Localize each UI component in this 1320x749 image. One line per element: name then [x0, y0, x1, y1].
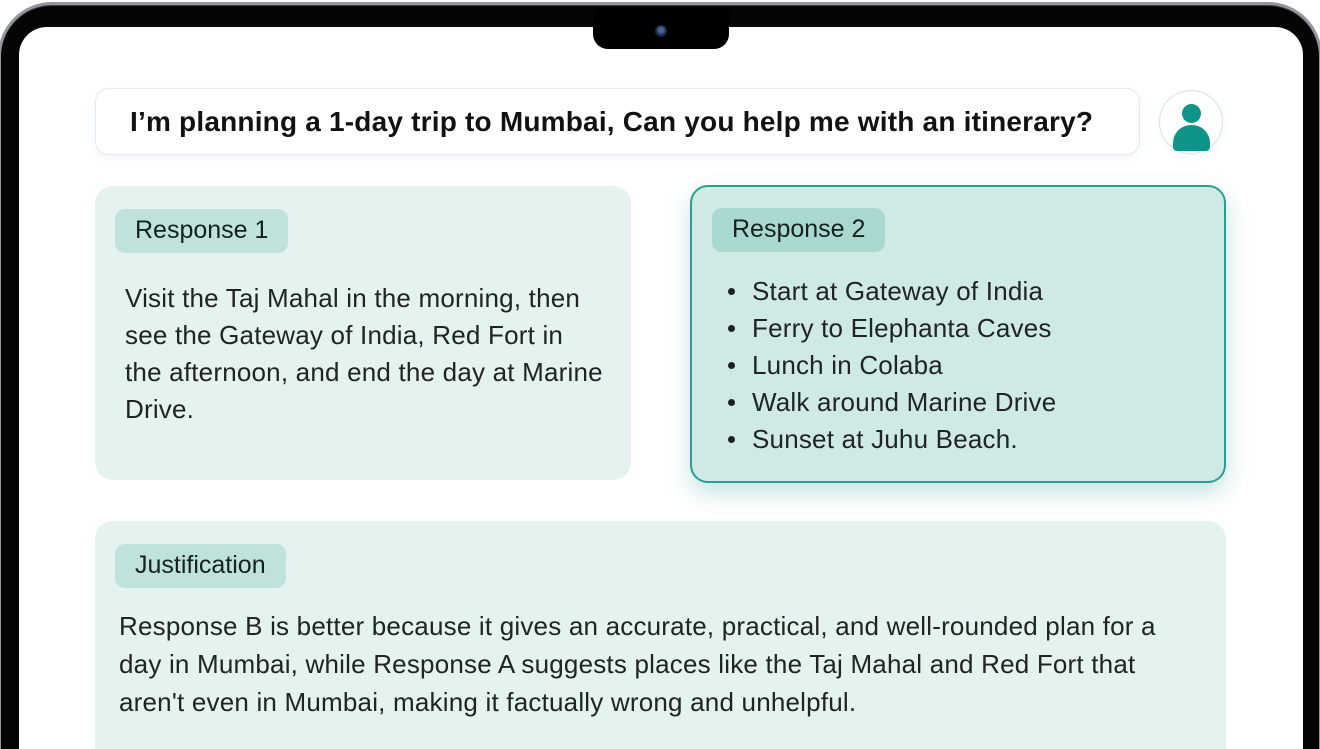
response-1-badge: Response 1 [115, 209, 288, 253]
list-item: Walk around Marine Drive [728, 384, 1198, 421]
justification-badge: Justification [115, 544, 286, 588]
list-item: Ferry to Elephanta Caves [728, 310, 1198, 347]
response-2-badge: Response 2 [712, 208, 885, 252]
avatar-button[interactable] [1159, 90, 1223, 154]
list-item: Lunch in Colaba [728, 347, 1198, 384]
response-1-text: Visit the Taj Mahal in the morning, then see the Gateway of India, Red Fort in the afternoon, and end the day at Marine Drive. [125, 283, 603, 424]
justification-text: Response B is better because it gives an accurate, practical, and well-rounded plan for a day in Mumbai, while Response A suggests places like the Taj Mahal and Red Fort that aren't even in Mumbai, making it factually wrong and unhelpful. [119, 611, 1156, 717]
response-2-list [728, 273, 1198, 458]
list-item: Sunset at Juhu Beach. [728, 421, 1198, 458]
justification-card [95, 521, 1226, 749]
camera-icon [655, 25, 667, 37]
prompt-input[interactable] [95, 88, 1140, 155]
camera-notch [593, 9, 729, 49]
response-1-card[interactable] [95, 186, 631, 480]
list-item: Start at Gateway of India [728, 273, 1198, 310]
response-2-card[interactable] [690, 185, 1226, 483]
prompt-text: I’m planning a 1-day trip to Mumbai, Can you help me with an itinerary? [130, 105, 1094, 137]
